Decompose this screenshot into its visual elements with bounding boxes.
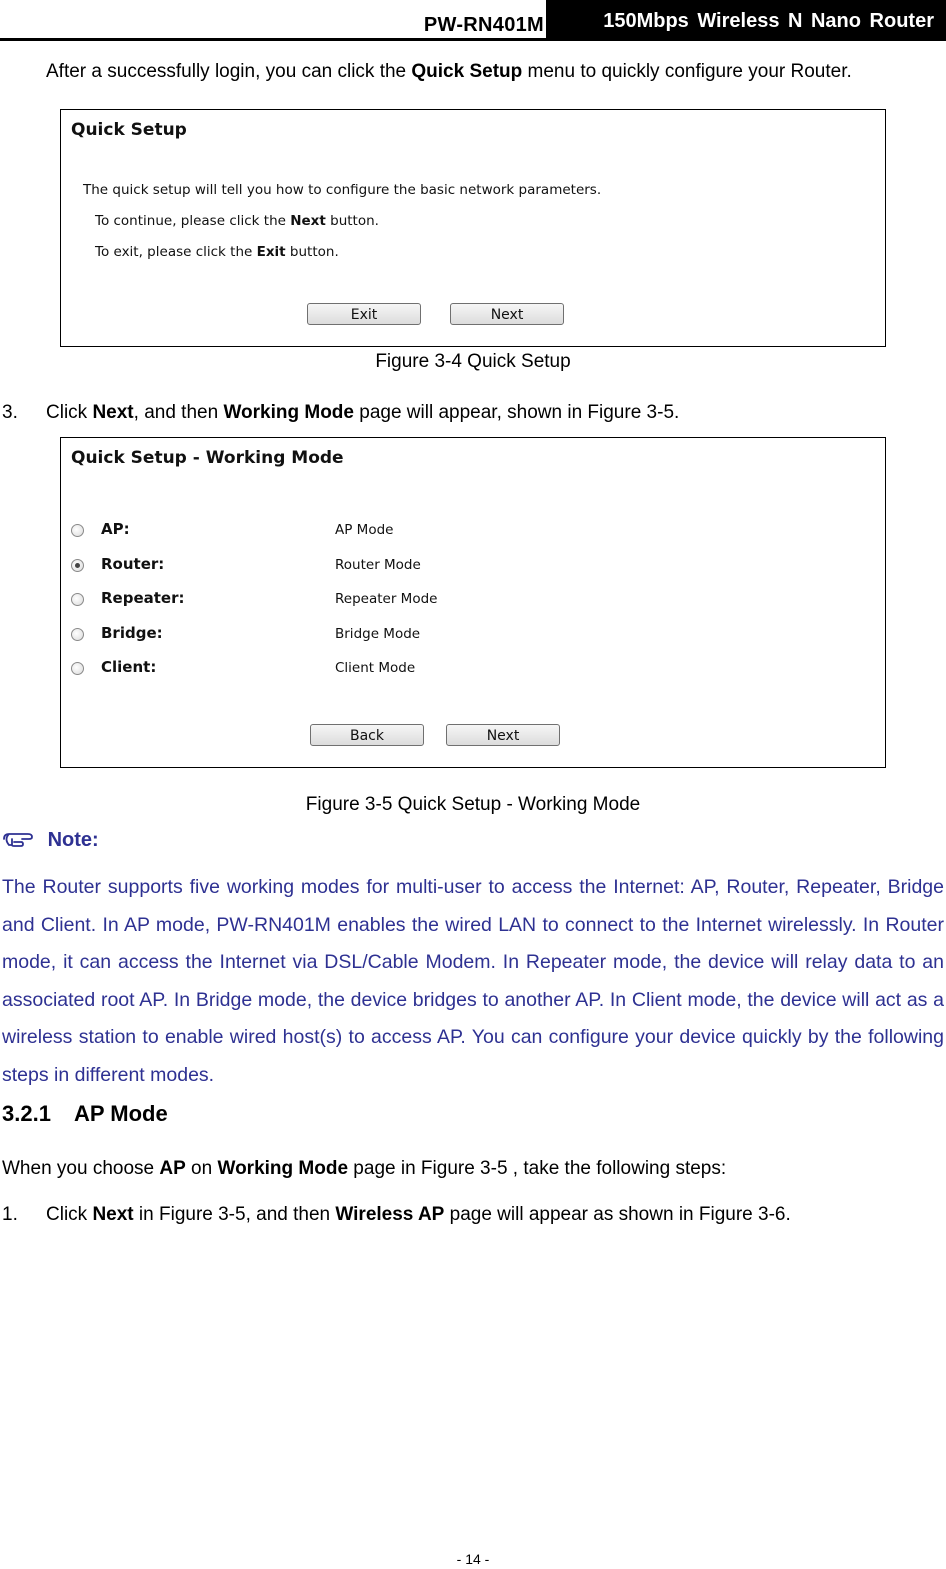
next-button[interactable]: Next bbox=[450, 303, 564, 325]
header-model: PW-RN401M bbox=[423, 14, 544, 36]
step-3: 3. Click Next, and then Working Mode page will appear, shown in Figure 3-5. bbox=[2, 402, 680, 423]
working-mode-figure bbox=[60, 437, 886, 768]
step-1: 1. Click Next in Figure 3-5, and then Wireless AP page will appear as shown in Figure 3-6. bbox=[2, 1204, 791, 1225]
radio-ap[interactable] bbox=[71, 524, 84, 537]
section-number: 3.2.1 bbox=[2, 1101, 51, 1126]
mode-desc-repeater: Repeater Mode bbox=[335, 591, 438, 607]
page-header bbox=[0, 0, 946, 42]
page-number: - 14 - bbox=[456, 1551, 490, 1567]
ap-intro: When you choose AP on Working Mode page in Figure 3-5 , take the following steps: bbox=[2, 1158, 727, 1179]
step-number bbox=[2, 60, 46, 83]
next-button[interactable]: Next bbox=[446, 724, 560, 746]
section-title: AP Mode bbox=[74, 1101, 168, 1126]
step-number: 3. bbox=[2, 402, 18, 423]
mode-label-client: Client: bbox=[101, 658, 157, 676]
header-rule bbox=[0, 38, 946, 41]
intro-line: The quick setup will tell you how to configure the basic network parameters. bbox=[83, 182, 602, 198]
figure-title: Quick Setup bbox=[71, 120, 187, 140]
note-heading bbox=[2, 829, 99, 852]
pointing-hand-icon bbox=[2, 830, 36, 848]
mode-label-bridge: Bridge: bbox=[101, 624, 163, 642]
figure-caption: Figure 3-5 Quick Setup - Working Mode bbox=[305, 794, 641, 815]
mode-label-ap: AP: bbox=[101, 520, 130, 538]
note-body: The Router supports five working modes for multi-user to access the Internet: AP, Router, Repeater, Bridge and Client. In AP mode, PW-RN401M enables the wired LAN to connect to the Internet wirelessly. In Router mode, it can access the Internet via DSL/Cable Modem. In Repeater mode, the device will relay data to an associated root AP. In Bridge mode, the device bridges to another AP. In Client mode, the device will act as a wireless station to enable wired host(s) to access AP. You can configure your device quickly by the following steps in different modes. bbox=[2, 876, 944, 1086]
header-title: 150Mbps Wireless N Nano Router bbox=[546, 0, 946, 38]
mode-desc-client: Client Mode bbox=[335, 660, 416, 676]
step-2: After a successfully login, you can click the Quick Setup menu to quickly configure your Router. bbox=[2, 60, 946, 83]
exit-button[interactable]: Exit bbox=[307, 303, 421, 325]
back-button[interactable]: Back bbox=[310, 724, 424, 746]
quick-setup-figure bbox=[60, 109, 886, 347]
radio-bridge[interactable] bbox=[71, 628, 84, 641]
figure-caption: Figure 3-4 Quick Setup bbox=[375, 351, 571, 372]
radio-client[interactable] bbox=[71, 662, 84, 675]
mode-desc-router: Router Mode bbox=[335, 557, 421, 573]
note-label: Note: bbox=[47, 829, 99, 851]
radio-repeater[interactable] bbox=[71, 593, 84, 606]
mode-label-repeater: Repeater: bbox=[101, 589, 185, 607]
mode-label-router: Router: bbox=[101, 555, 165, 573]
radio-router[interactable] bbox=[71, 559, 84, 572]
mode-desc-bridge: Bridge Mode bbox=[335, 626, 421, 642]
mode-desc-ap: AP Mode bbox=[335, 522, 394, 538]
section-heading bbox=[2, 1101, 168, 1127]
step-number: 1. bbox=[2, 1204, 18, 1225]
exit-line: To exit, please click the Exit button. bbox=[95, 244, 339, 260]
continue-line: To continue, please click the Next button. bbox=[95, 213, 379, 229]
figure-title: Quick Setup - Working Mode bbox=[71, 448, 344, 468]
